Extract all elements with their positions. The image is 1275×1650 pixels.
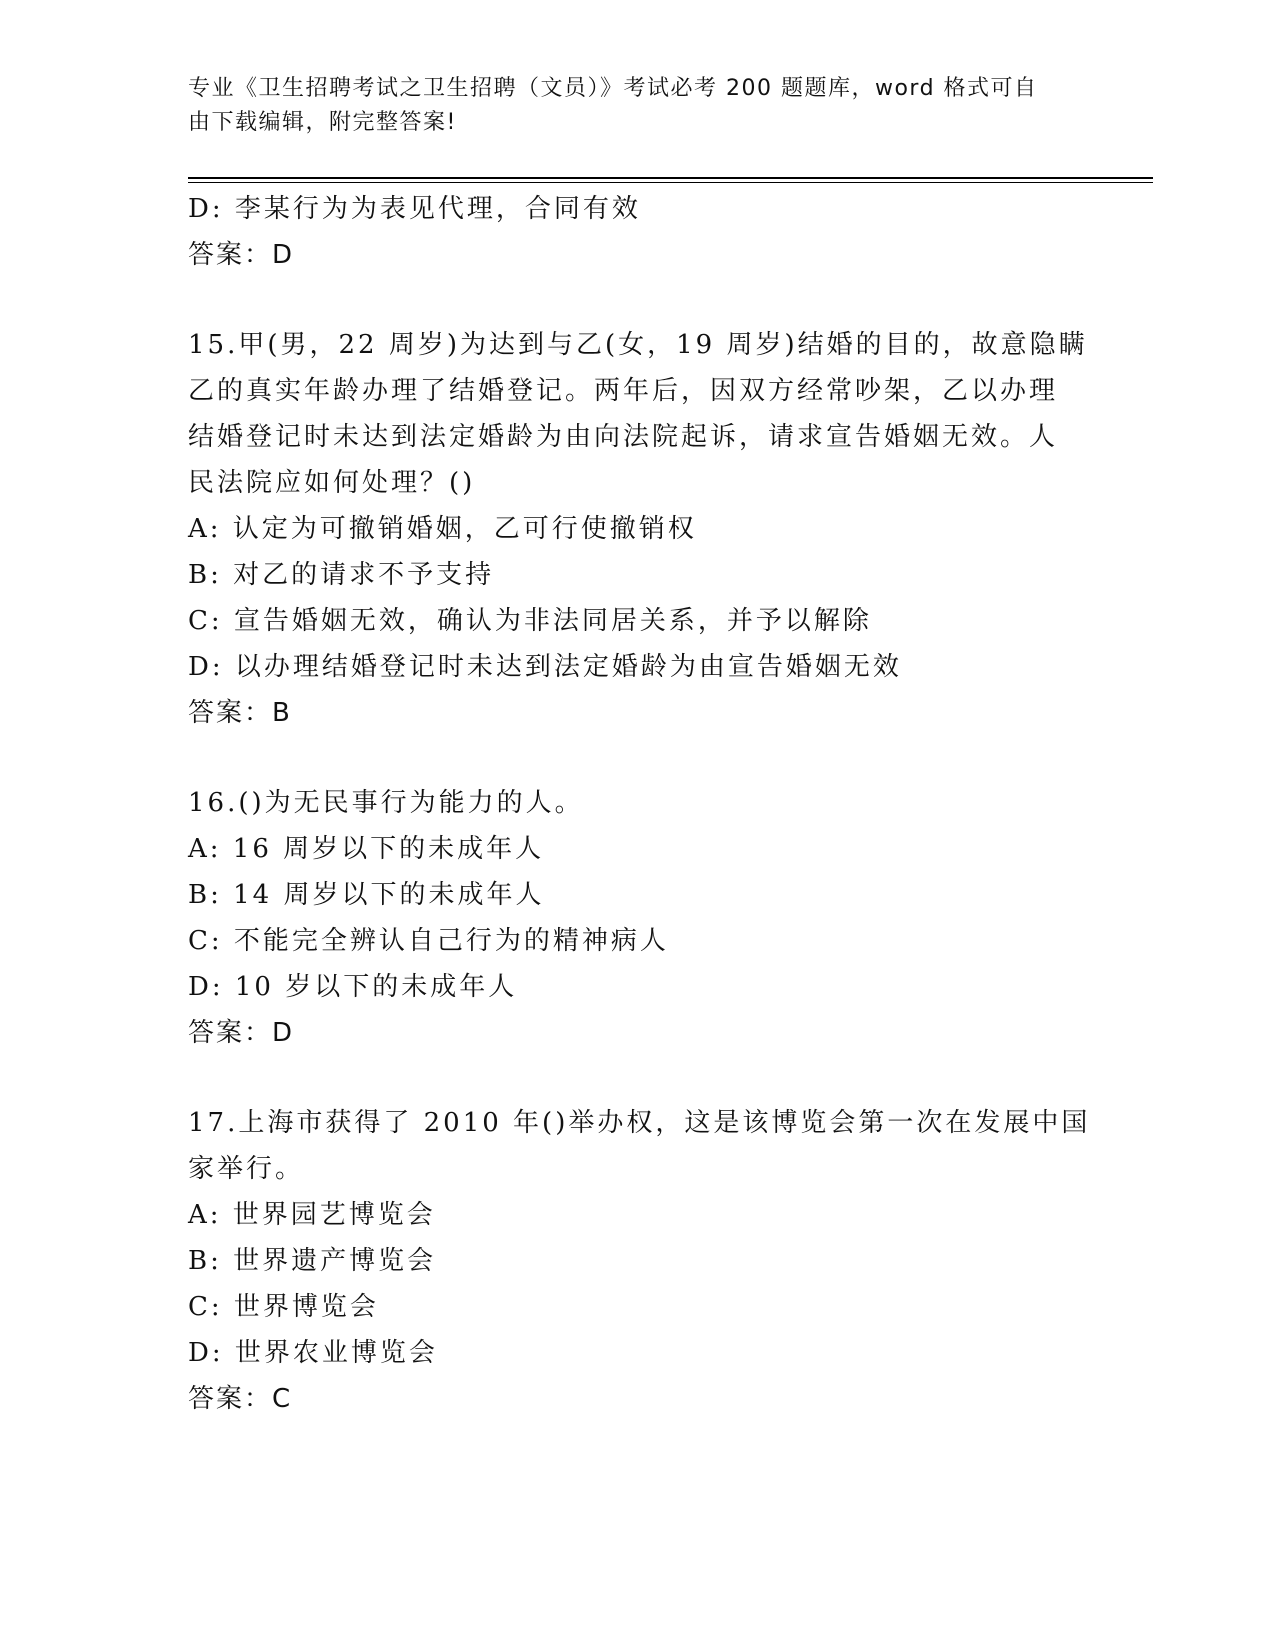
option-d: D: 李某行为为表见代理，合同有效	[188, 194, 641, 224]
option-c: C: 宣告婚姻无效，确认为非法同居关系，并予以解除	[188, 606, 872, 636]
question-block-14	[188, 186, 1068, 278]
answer-line: 答案：D	[188, 1018, 295, 1048]
answer-line: 答案：D	[188, 240, 295, 270]
option-b: B: 对乙的请求不予支持	[188, 560, 495, 590]
header-rule-thin	[188, 182, 1153, 183]
question-list	[188, 186, 1091, 1422]
question-stem-line: 结婚登记时未达到法定婚龄为由向法院起诉，请求宣告婚姻无效。人	[188, 422, 1059, 452]
question-gap	[188, 1056, 1068, 1100]
option-b: B: 14 周岁以下的未成年人	[188, 880, 545, 910]
option-c: C: 不能完全辨认自己行为的精神病人	[188, 926, 669, 956]
question-stem-line: 民法院应如何处理？()	[188, 468, 476, 498]
question-gap	[188, 736, 1068, 780]
answer-line: 答案：B	[188, 698, 292, 728]
option-b: B: 世界遗产博览会	[188, 1246, 437, 1276]
question-gap	[188, 278, 1068, 322]
question-block-16	[188, 780, 1068, 1056]
question-block-17	[188, 1100, 1091, 1422]
option-a: A: 认定为可撤销婚姻，乙可行使撤销权	[188, 514, 697, 544]
question-stem-line: 17.上海市获得了 2010 年()举办权，这是该博览会第一次在发展中国	[188, 1108, 1091, 1138]
header-line-1: 专业《卫生招聘考试之卫生招聘（文员）》考试必考 200 题题库，word 格式可自	[188, 76, 1038, 101]
document-header	[188, 72, 1068, 140]
header-line-2: 由下载编辑，附完整答案!	[188, 110, 457, 135]
option-d: D: 10 岁以下的未成年人	[188, 972, 518, 1002]
option-d: D: 世界农业博览会	[188, 1338, 438, 1368]
question-stem-line: 乙的真实年龄办理了结婚登记。两年后，因双方经常吵架，乙以办理	[188, 376, 1059, 406]
option-a: A: 16 周岁以下的未成年人	[188, 834, 545, 864]
option-a: A: 世界园艺博览会	[188, 1200, 436, 1230]
answer-line: 答案：C	[188, 1384, 293, 1414]
question-stem-line: 15.甲(男，22 周岁)为达到与乙(女，19 周岁)结婚的目的，故意隐瞒	[188, 330, 1088, 360]
option-c: C: 世界博览会	[188, 1292, 379, 1322]
question-block-15	[188, 322, 1088, 736]
header-rule-thick	[188, 177, 1153, 179]
question-stem-line: 家举行。	[188, 1154, 305, 1184]
option-d: D: 以办理结婚登记时未达到法定婚龄为由宣告婚姻无效	[188, 652, 902, 682]
question-stem-line: 16.()为无民事行为能力的人。	[188, 788, 584, 818]
